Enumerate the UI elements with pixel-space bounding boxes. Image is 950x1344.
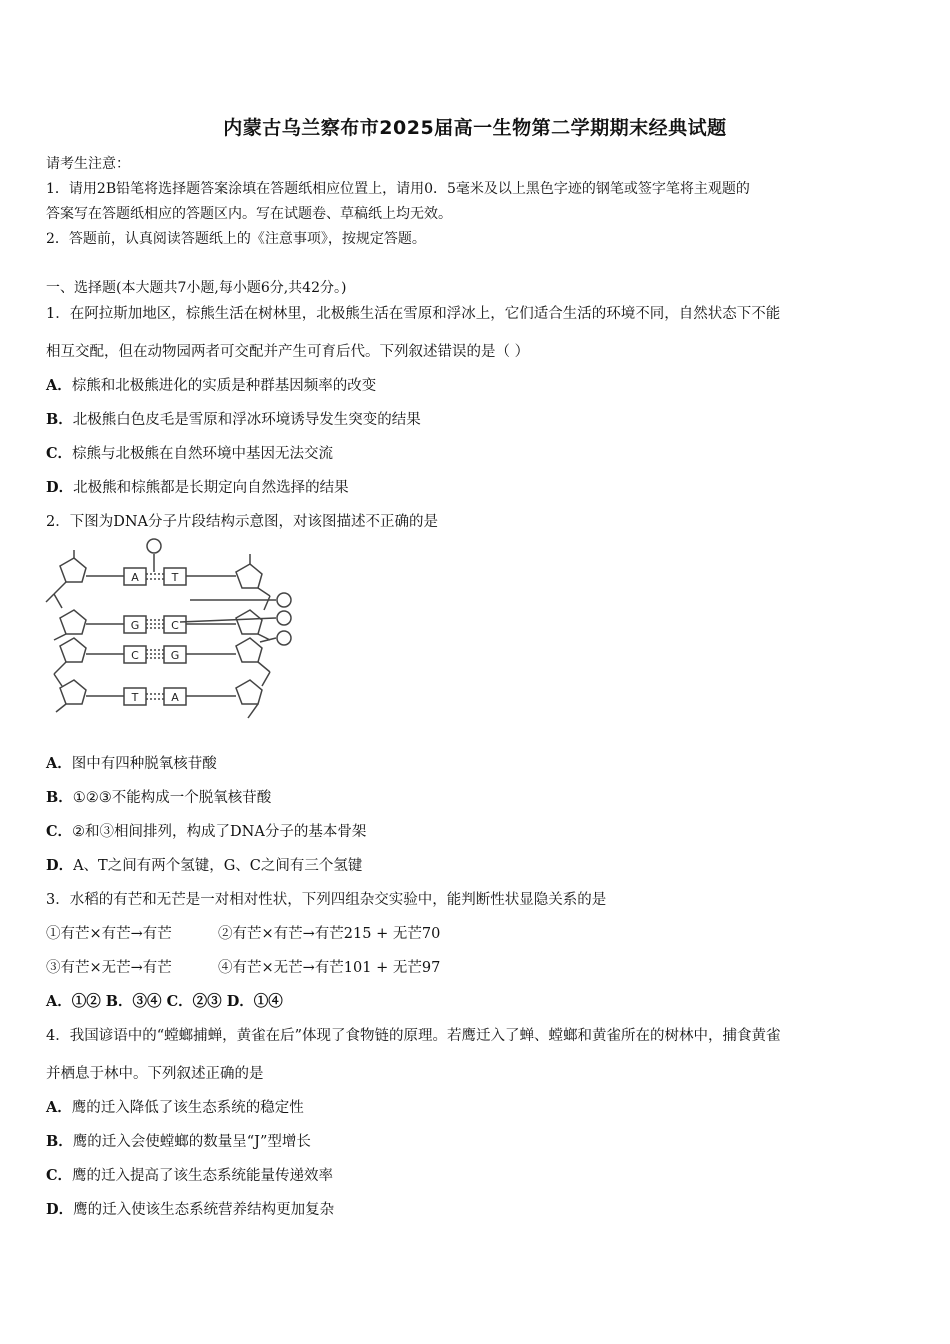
q4-option-b (46, 1130, 311, 1151)
q1-option-b (46, 408, 421, 429)
dna-structure-diagram (40, 538, 300, 728)
option-text: ①②③不能构成一个脱氧核苷酸 (72, 790, 272, 806)
notice-item-2: 2．答题前，认真阅读答题纸上的《注意事项》，按规定答题。 (46, 231, 426, 247)
base-left-3: C (131, 649, 139, 662)
base-right-2: C (171, 619, 179, 632)
option-label: A． (46, 755, 72, 772)
notice-item-1a: 1．请用2B铅笔将选择题答案涂填在答题纸相应位置上，请用0．5毫米及以上黑色字迹的钢笔或签字笔将主观题的 (46, 181, 750, 197)
base-right-1: T (171, 571, 179, 584)
q4-option-a (46, 1096, 304, 1117)
q1-stem-a: 1．在阿拉斯加地区，棕熊生活在树林里，北极熊生活在雪原和浮冰上，它们适合生活的环境不同，自然状态下不能 (46, 306, 781, 322)
option-label: C． (46, 823, 73, 840)
option-label: B． (46, 411, 73, 428)
q4-stem-b: 并栖息于林中。下列叙述正确的是 (46, 1066, 264, 1082)
option-label: D． (46, 1201, 74, 1218)
q1-option-c (46, 442, 333, 463)
option-text: 图中有四种脱氧核苷酸 (71, 756, 217, 772)
option-text: 鹰的迁入使该生态系统营养结构更加复杂 (73, 1202, 335, 1218)
option-text: ②和③相间排列，构成了DNA分子的基本骨架 (72, 824, 367, 840)
option-label: A． (46, 1099, 72, 1116)
option-label: D． (46, 857, 74, 874)
option-label: C． (46, 445, 73, 462)
option-text: 鹰的迁入会使螳螂的数量呈“J”型增长 (72, 1134, 311, 1150)
q3-choices: A．①② B．③④ C．②③ D．①④ (46, 993, 283, 1010)
q1-option-a (46, 374, 376, 395)
base-left-4: T (131, 691, 139, 704)
option-label: B． (46, 789, 73, 806)
option-label: B． (46, 1133, 73, 1150)
q3-stem: 3．水稻的有芒和无芒是一对相对性状，下列四组杂交实验中，能判断性状显隐关系的是 (46, 892, 607, 908)
section-heading: 一、选择题(本大题共7小题,每小题6分,共42分。) (46, 280, 347, 296)
q3-cross-2: ②有芒×有芒→有芒215 + 无芒70 (218, 926, 441, 942)
q3-cross-4: ④有芒×无芒→有芒101 + 无芒97 (218, 960, 441, 976)
q2-option-a (46, 752, 217, 773)
q3-cross-3: ③有芒×无芒→有芒 (46, 960, 172, 976)
q3-cross-1: ①有芒×有芒→有芒 (46, 926, 172, 942)
option-text: A、T之间有两个氢键，G、C之间有三个氢键 (73, 858, 363, 874)
option-text: 棕熊与北极熊在自然环境中基因无法交流 (72, 446, 334, 462)
option-text: 北极熊白色皮毛是雪原和浮冰环境诱导发生突变的结果 (72, 412, 421, 428)
page-title: 内蒙古乌兰察布市2025届高一生物第二学期期末经典试题 (223, 117, 727, 139)
option-label: C． (46, 1167, 73, 1184)
option-text: 鹰的迁入降低了该生态系统的稳定性 (71, 1100, 304, 1116)
q1-option-d (46, 476, 349, 497)
q2-stem: 2．下图为DNA分子片段结构示意图，对该图描述不正确的是 (46, 514, 439, 530)
base-left-1: A (131, 571, 139, 584)
q4-stem-a: 4．我国谚语中的“螳螂捕蝉，黄雀在后”体现了食物链的原理。若鹰迁入了蝉、螳螂和黄雀所在的树林中，捕食黄雀 (46, 1028, 781, 1044)
notice-heading: 请考生注意： (46, 156, 130, 172)
base-right-4: A (171, 691, 179, 704)
base-right-3: G (170, 649, 180, 662)
q1-stem-b: 相互交配，但在动物园两者可交配并产生可育后代。下列叙述错误的是（ ） (46, 344, 530, 360)
q2-option-c (46, 820, 366, 841)
q2-option-b (46, 786, 271, 807)
option-text: 鹰的迁入提高了该生态系统能量传递效率 (72, 1168, 334, 1184)
q4-option-c (46, 1164, 333, 1185)
option-text: 北极熊和棕熊都是长期定向自然选择的结果 (73, 480, 349, 496)
notice-item-1b: 答案写在答题纸相应的答题区内。写在试题卷、草稿纸上均无效。 (46, 206, 452, 222)
q2-option-d (46, 854, 362, 875)
option-text: 棕熊和北极熊进化的实质是种群基因频率的改变 (71, 378, 377, 394)
option-label: A． (46, 377, 72, 394)
q4-option-d (46, 1198, 334, 1219)
base-left-2: G (130, 619, 140, 632)
option-label: D． (46, 479, 74, 496)
